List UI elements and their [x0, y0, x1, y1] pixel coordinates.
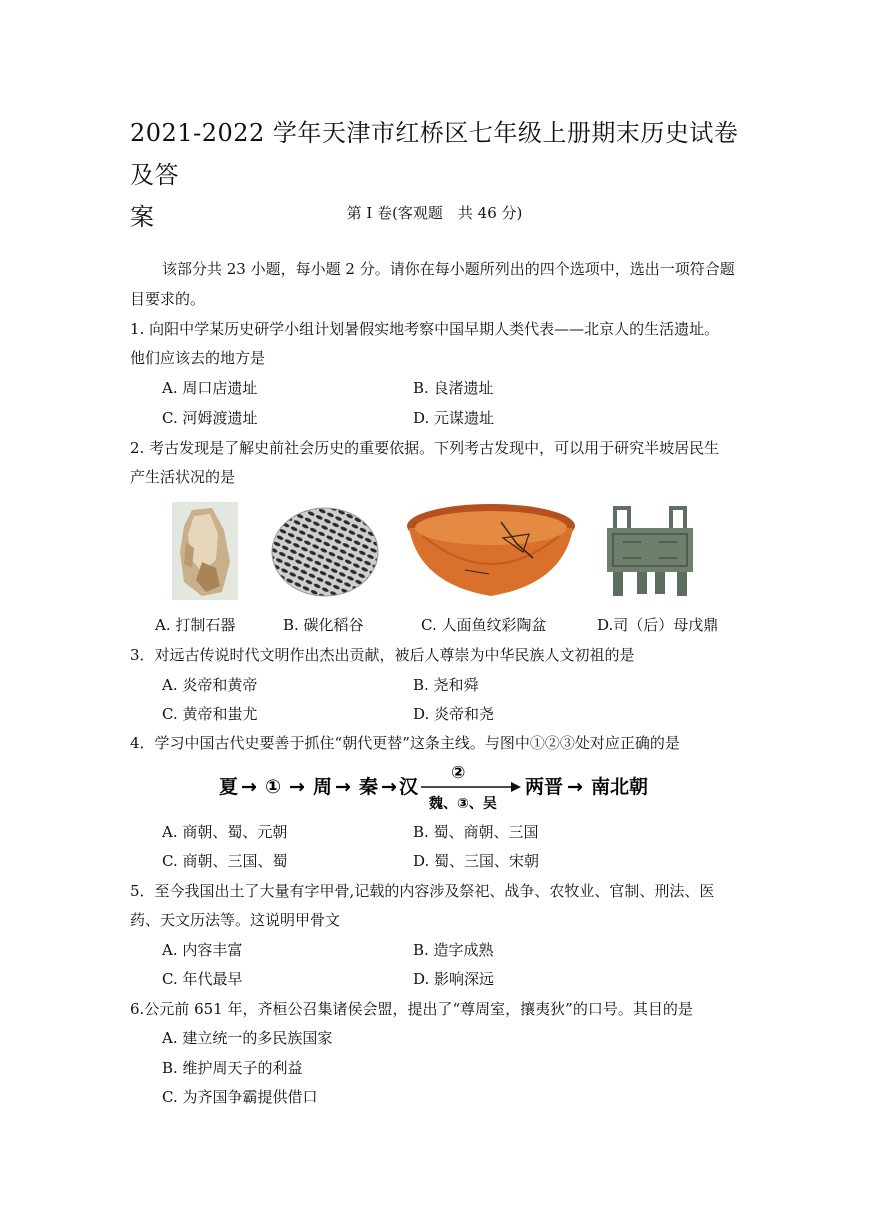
q2-stem-line-1: 2. 考古发现是了解史前社会历史的重要依据。下列考古发现中，可以用于研究半坡居民生	[130, 439, 720, 457]
q2-option-d: D.司（后）母戊鼎	[597, 616, 719, 634]
q2-option-c: C. 人面鱼纹彩陶盆	[421, 616, 547, 634]
q1-stem-line-2: 他们应该去的地方是	[130, 349, 266, 367]
title-line-2: 案	[130, 203, 155, 231]
flow-circle-2: ②	[451, 763, 466, 783]
flow-arrow-4: →	[381, 776, 397, 798]
q6-option-a: A. 建立统一的多民族国家	[162, 1029, 333, 1047]
flow-branch: 魏、③、吴	[429, 796, 497, 812]
flow-arrow-1: →	[241, 776, 257, 798]
flow-circle-1: ①	[265, 776, 282, 798]
dynasty-flow-diagram	[215, 760, 675, 820]
flow-jin: 两晋	[525, 776, 564, 798]
flow-han: 汉	[399, 776, 419, 798]
instructions-line-2: 目要求的。	[130, 290, 206, 308]
flow-arrow-5: →	[567, 776, 583, 798]
q6-stem: 6.公元前 651 年，齐桓公召集诸侯会盟，提出了“尊周室，攘夷狄”的口号。其目的是	[130, 1000, 693, 1018]
q5-option-b: B. 造字成熟	[413, 941, 494, 959]
q4-option-d: D. 蜀、三国、宋朝	[413, 852, 540, 870]
q1-stem-line-1: 1. 向阳中学某历史研学小组计划暑假实地考察中国早期人类代表——北京人的生活遗址。	[130, 320, 720, 338]
q5-option-d: D. 影响深远	[413, 970, 495, 988]
q1-option-c: C. 河姆渡遗址	[162, 409, 258, 427]
q4-option-a: A. 商朝、蜀、元朝	[162, 823, 288, 841]
q2-stem-line-2: 产生活状况的是	[130, 468, 236, 486]
q5-stem-line-1: 5．至今我国出土了大量有字甲骨,记载的内容涉及祭祀、战争、农牧业、官制、刑法、医	[130, 882, 715, 900]
pottery-basin-image	[405, 500, 577, 600]
q1-option-b: B. 良渚遗址	[413, 379, 494, 397]
section-header: 第 I 卷(客观题 共 46 分)	[346, 204, 523, 222]
q3-option-c: C. 黄帝和蚩尤	[162, 705, 258, 723]
q6-option-b: B. 维护周天子的利益	[162, 1059, 303, 1077]
stone-tool-image	[172, 502, 238, 600]
q5-option-a: A. 内容丰富	[162, 941, 243, 959]
q4-stem: 4．学习中国古代史要善于抓住“朝代更替”这条主线。与图中①②③处对应正确的是	[130, 734, 680, 752]
q2-option-b: B. 碳化稻谷	[283, 616, 364, 634]
q1-option-d: D. 元谋遗址	[413, 409, 495, 427]
flow-xia: 夏	[219, 776, 239, 798]
flow-long-arrow-head	[511, 782, 521, 792]
q5-option-c: C. 年代最早	[162, 970, 243, 988]
q3-stem: 3．对远古传说时代文明作出杰出贡献，被后人尊崇为中华民族人文初祖的是	[130, 646, 635, 664]
q6-option-c: C. 为齐国争霸提供借口	[162, 1088, 318, 1106]
flow-qin: 秦	[359, 776, 379, 798]
q3-option-d: D. 炎帝和尧	[413, 705, 495, 723]
q3-option-b: B. 尧和舜	[413, 676, 479, 694]
q4-option-b: B. 蜀、商朝、三国	[413, 823, 539, 841]
q1-option-a: A. 周口店遗址	[162, 379, 258, 397]
flow-arrow-3: →	[335, 776, 351, 798]
flow-nanbeichao: 南北朝	[591, 776, 649, 798]
bronze-ding-image	[601, 506, 699, 598]
flow-arrow-2: →	[289, 776, 305, 798]
q4-option-c: C. 商朝、三国、蜀	[162, 852, 288, 870]
carbonized-rice-image	[270, 506, 380, 598]
q3-option-a: A. 炎帝和黄帝	[162, 676, 258, 694]
title-line-1: 2021-2022 学年天津市红桥区七年级上册期末历史试卷及答	[130, 119, 739, 189]
instructions-line-1: 该部分共 23 小题，每小题 2 分。请你在每小题所列出的四个选项中，选出一项符合题	[162, 260, 735, 278]
flow-zhou: 周	[313, 776, 333, 798]
q5-stem-line-2: 药、天文历法等。这说明甲骨文	[130, 911, 341, 929]
q2-option-a: A. 打制石器	[155, 616, 236, 634]
